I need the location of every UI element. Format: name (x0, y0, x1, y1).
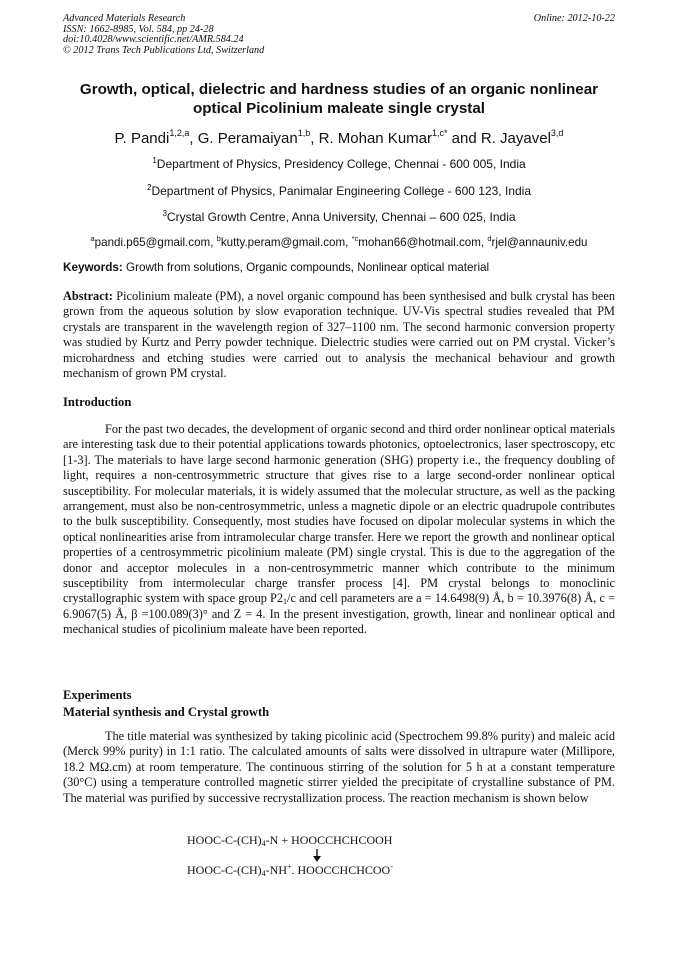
author-name: R. Jayavel (480, 130, 551, 147)
journal-header (63, 14, 615, 56)
keywords (63, 261, 623, 274)
author-affil-sup: 1,c* (432, 128, 448, 138)
reaction-reactants: HOOC-$C-(CH)_4-N$ + HOOCCHCHCOOH (187, 833, 393, 848)
author-affil-sup: 1,b (297, 128, 311, 138)
online-date: Online: 2012-10-22 (533, 13, 615, 24)
author-list: P. Pandi$^{1,2,a}$, G. Peramaiyan$^{1,b}$, R. Mohan Kumar$^{1,c*}$ and R. Jayavel$^{3,d}$ (114, 128, 564, 147)
affiliation: $^1$Department of Physics, Presidency College, Chennai - 600 005, India (152, 156, 526, 171)
email-link[interactable]: kutty.peram@gmail.com, (220, 236, 352, 249)
email-link[interactable]: rjel@annauniv.edu (491, 236, 588, 249)
author-affil-sup: 3,d (550, 128, 564, 138)
email-link[interactable]: pandi.p65@gmail.com, (94, 236, 217, 249)
author-name: G. Peramaiyan (197, 130, 298, 147)
author-name: P. Pandi (114, 130, 170, 147)
abstract-label: Abstract: (63, 289, 113, 303)
reaction-product: HOOC-$C-(CH)_4-NH^+$. HOOCCHCHCOO- (187, 862, 393, 878)
author-name: R. Mohan Kumar (318, 130, 432, 147)
author-emails: $^a$pandi.p65@gmail.com, $^b$kutty.peram@gmail.com, $^{*c}$mohan66@hotmail.com, $^d$rjel@annauniv.edu (90, 234, 588, 249)
email-link[interactable]: mohan66@hotmail.com, (358, 236, 488, 249)
affiliation: $^2$Department of Physics, Panimalar Engineering College - 600 123, India (147, 183, 531, 198)
paper-title: Growth, optical, dielectric and hardness studies of an organic nonlinear optical Picolinium maleate single crystal (79, 81, 599, 117)
abstract-text: Picolinium maleate (PM), a novel organic compound has been synthesised and bulk crystal has been grown from the aqueous solution by slow evaporation technique. UV-Vis spectral studies revealed that PM crystals are transparent in the wavelength region of 327–1100 nm. The second harmonic conversion property was studied by Kurtz and Perry powder technique. Dielectric studies were carried out on PM crystal. Vicker’s microhardness and etching studies were carried out to analysis the mechanical behaviour and growth mechanism of grown PM crystal. (63, 289, 615, 381)
keywords-text: Growth from solutions, Organic compounds, Nonlinear optical material (122, 261, 490, 274)
journal-issn: ISSN: 1662-8985, Vol. 584, pp 24-28 (63, 23, 214, 35)
author-affil-sup: 1,2,a (169, 128, 190, 138)
affiliation: $^3$Crystal Growth Centre, Anna University, Chennai – 600 025, India (162, 209, 516, 224)
journal-name: Advanced Materials Research (63, 13, 186, 24)
synthesis-subheading: Material synthesis and Crystal growth (63, 705, 270, 719)
abstract (63, 289, 615, 381)
journal-copyright: © 2012 Trans Tech Publications Ltd, Switzerland (63, 44, 265, 56)
introduction-paragraph: For the past two decades, the development of organic second and third order nonlinear optical materials are interesting task due to their potential applications towards photonics, optoelectronics, laser spectroscopy, etc [1-3]. The materials to have large second harmonic generation (SHG) property i.e., the frequency doubling of light, requires a non-centrosymmetric structure that gives rise to a large second-order nonlinear optical susceptibility. For molecular materials, it is widely assumed that the molecular structure, as well as the packing arrangement, must also be non-centrosymmetric, unless a magnetic dipole or an electric quadrupole contributes to the bulk susceptibility. Consequently, most studies have focused on dipolar molecular systems in which the optical nonlinearities arise from intramolecular charge transfer. Here we report the growth and nonlinear optical properties of a centrosymmetric picolinium maleate (PM) single crystal. This is due to the aggregation of the donor and acceptor molecules in a non-centrosymmetric manner which contribute to the minimum susceptibility from intermolecular charge transfer process [4]. PM crystal belongs to monoclinic crystallographic system with space group $P2_1/c$ and cell parameters are a = 14.6498(9) Å, b = 10.3976(8) Å, c = 6.9067(5) Å, β =100.089(3)° and Z = 4. In the present investigation, growth, linear and nonlinear optical and mechanical studies of picolinium maleate have been reported. (63, 422, 616, 637)
synthesis-paragraph: The title material was synthesized by taking picolinic acid (Spectrochem 99.8% purity) and maleic acid (Merck 99% purity) in 1:1 ratio. The calculated amounts of salts were dissolved in ultrapure water (Millipore, 18.2 MΩ.cm) at room temperature. The continuous stirring of the solution for 5 h at a constant temperature (30°C) using a temperature controlled magnetic stirrer yielded the precipitate of crystalline substance of PM. The material was purified by successive recrystallization process. The reaction mechanism is shown below (63, 729, 615, 805)
keywords-label: Keywords: (63, 261, 123, 274)
experiments-heading: Experiments (63, 688, 132, 702)
reaction-arrow-icon (312, 849, 322, 863)
journal-doi: doi:10.4028/www.scientific.net/AMR.584.24 (63, 34, 244, 45)
introduction-heading: Introduction (63, 395, 132, 409)
